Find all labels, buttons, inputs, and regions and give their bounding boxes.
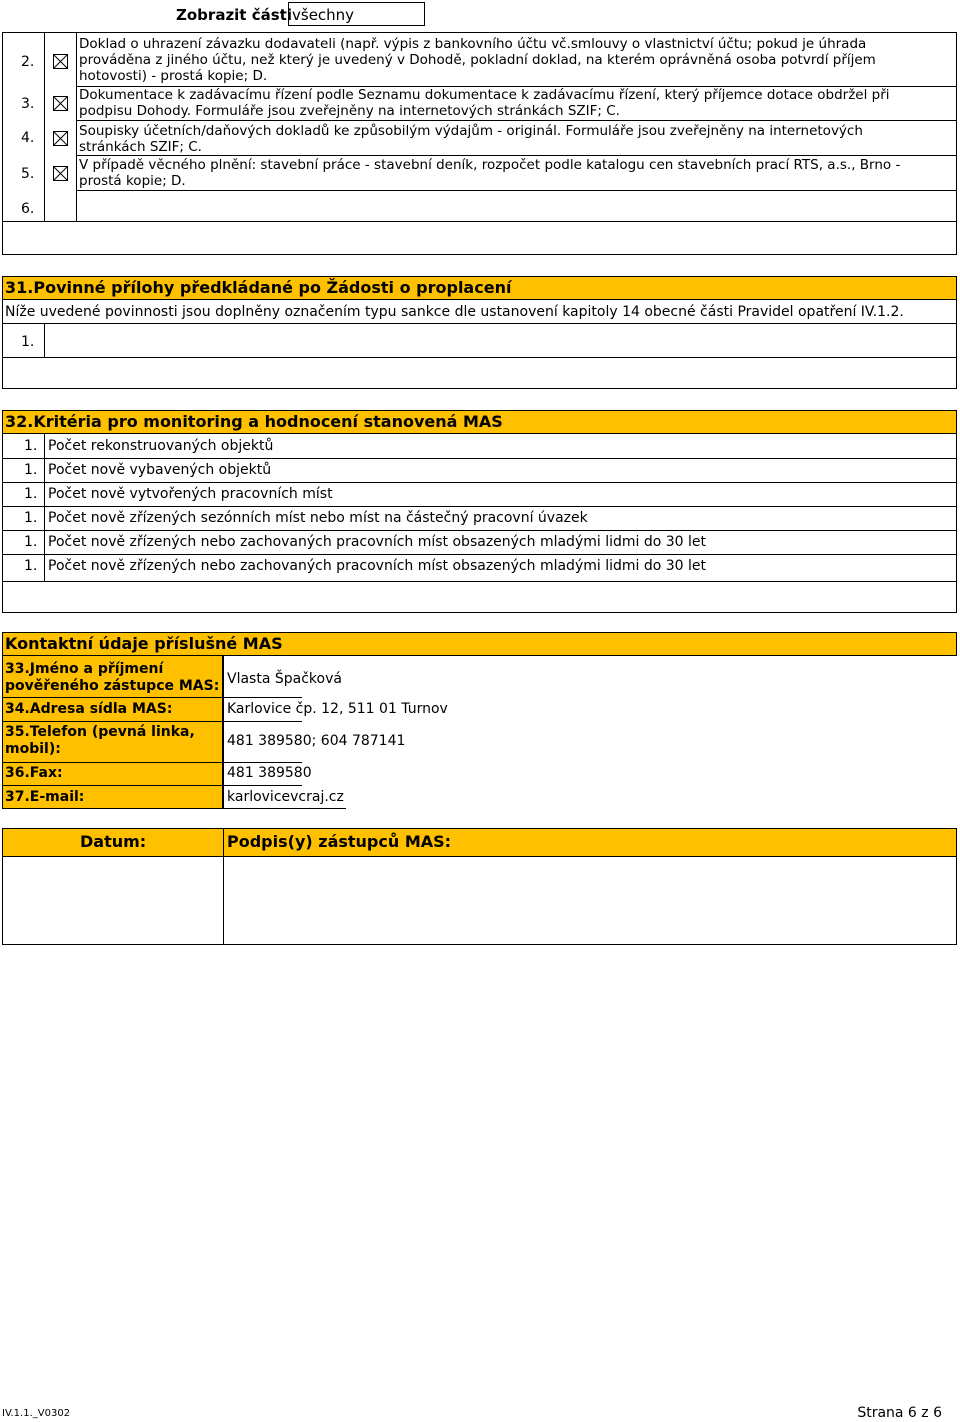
column-divider	[44, 324, 45, 358]
row-divider	[76, 155, 956, 156]
row-divider	[2, 530, 957, 531]
label-line: 36.Fax:	[5, 765, 63, 781]
section-31-title: 31.Povinné přílohy předkládané po Žádosti o proplacení	[5, 278, 512, 297]
criteria-number: 1.	[24, 558, 38, 574]
text-line: Dokumentace k zadávacímu řízení podle Seznamu dokumentace k zadávacímu řízení, který příjemce dotace obdržel při	[79, 87, 890, 103]
text-line: Doklad o uhrazení závazku dodavateli (např. výpis z bankovního účtu vč.smlouvy o vlastnictví účtu; pokud je úhrada	[79, 36, 867, 52]
row-divider	[2, 762, 302, 763]
empty-spacer	[2, 222, 957, 255]
criteria-text: Počet nově zřízených nebo zachovaných pracovních míst obsazených mladými lidmi do 30 let	[48, 558, 707, 574]
signature-area	[2, 857, 957, 945]
contact-value: 481 389580	[227, 765, 312, 781]
attachment-text	[79, 87, 890, 119]
signature-label: Podpis(y) zástupců MAS:	[227, 832, 452, 851]
attachment-text	[79, 157, 900, 189]
label-line: 37.E-mail:	[5, 789, 85, 805]
criteria-text: Počet nově vytvořených pracovních míst	[48, 486, 333, 502]
section-31-note: Níže uvedené povinnosti jsou doplněny označením typu sankce dle ustanovení kapitoly 14 obecné části Pravidel opatření IV.1.2.	[5, 304, 904, 320]
row-divider	[2, 697, 302, 698]
checked-box-icon[interactable]	[53, 166, 68, 181]
row-divider	[76, 120, 956, 121]
row-divider	[2, 785, 302, 786]
date-label: Datum:	[80, 832, 147, 851]
text-line: prováděna z jiného účtu, než který je uvedený v Dohodě, pokladní doklad, na kterém oprávněná osoba potvrdí příjem	[79, 52, 876, 68]
attachment-text	[79, 123, 863, 155]
text-line: stránkách SZIF; C.	[79, 139, 202, 155]
text-line: prostá kopie; D.	[79, 173, 186, 189]
label-line: mobil):	[5, 741, 61, 757]
row-divider	[223, 808, 346, 809]
criteria-text: Počet rekonstruovaných objektů	[48, 438, 274, 454]
label-line: 35.Telefon (pevná linka,	[5, 724, 195, 740]
section-31-item-row	[2, 324, 957, 358]
filter-select[interactable]	[288, 2, 425, 26]
attachment-number: 6.	[21, 201, 35, 217]
label-line: pověřeného zástupce MAS:	[5, 678, 220, 694]
criteria-number: 1.	[24, 462, 38, 478]
row-divider	[2, 721, 302, 722]
footer-version: IV.1.1._V0302	[2, 1408, 71, 1419]
row-divider	[76, 190, 956, 191]
label-line: 34.Adresa sídla MAS:	[5, 701, 173, 717]
contact-value: Vlasta Špačková	[227, 671, 342, 687]
contact-value: 481 389580; 604 787141	[227, 733, 406, 749]
section-31-item-number: 1.	[21, 334, 35, 350]
empty-spacer	[2, 358, 957, 389]
attachment-number: 2.	[21, 54, 35, 70]
column-divider	[223, 656, 224, 809]
text-line: podpisu Dohody. Formuláře jsou zveřejněny na internetových stránkách SZIF; C.	[79, 103, 620, 119]
attachment-text	[79, 36, 876, 84]
criteria-text: Počet nově zřízených sezónních míst nebo míst na částečný pracovní úvazek	[48, 510, 588, 526]
text-line: Soupisky účetních/daňových dokladů ke způsobilým výdajům - originál. Formuláře jsou zveřejněny na internetových	[79, 123, 863, 139]
column-divider	[44, 32, 45, 222]
contact-label	[5, 701, 172, 718]
filter-label: Zobrazit části	[176, 6, 292, 24]
criteria-text: Počet nově vybavených objektů	[48, 462, 272, 478]
criteria-number: 1.	[24, 534, 38, 550]
column-divider	[44, 434, 45, 582]
row-divider	[2, 482, 957, 483]
criteria-text: Počet nově zřízených nebo zachovaných pracovních míst obsazených mladými lidmi do 30 let	[48, 534, 707, 550]
section-32-title: 32.Kritéria pro monitoring a hodnocení stanovená MAS	[5, 412, 503, 431]
column-divider	[76, 32, 77, 222]
criteria-number: 1.	[24, 438, 38, 454]
contact-value: karlovicevcraj.cz	[227, 789, 344, 805]
footer-page-number: Strana 6 z 6	[857, 1405, 942, 1421]
attachment-number: 5.	[21, 166, 35, 182]
text-line: V případě věcného plnění: stavební práce - stavební deník, rozpočet podle katalogu cen stavebních prací RTS, a.s., Brno -	[79, 157, 901, 173]
criteria-number: 1.	[24, 510, 38, 526]
row-divider	[2, 458, 957, 459]
checked-box-icon[interactable]	[53, 96, 68, 111]
checked-box-icon[interactable]	[53, 131, 68, 146]
contact-label	[5, 724, 195, 758]
contact-title: Kontaktní údaje příslušné MAS	[5, 634, 283, 653]
contact-value: Karlovice čp. 12, 511 01 Turnov	[227, 701, 448, 717]
row-divider	[2, 808, 223, 809]
contact-label	[5, 765, 63, 782]
empty-spacer	[2, 582, 957, 613]
contact-label	[5, 789, 84, 806]
row-divider	[2, 506, 957, 507]
text-line: hotovosti) - prostá kopie; D.	[79, 68, 268, 84]
attachment-number: 4.	[21, 130, 35, 146]
attachment-number: 3.	[21, 96, 35, 112]
checked-box-icon[interactable]	[53, 54, 68, 69]
label-line: 33.Jméno a příjmení	[5, 661, 164, 677]
row-divider	[2, 554, 957, 555]
filter-select-value: všechny	[292, 6, 355, 24]
criteria-number: 1.	[24, 486, 38, 502]
contact-label	[5, 661, 219, 695]
